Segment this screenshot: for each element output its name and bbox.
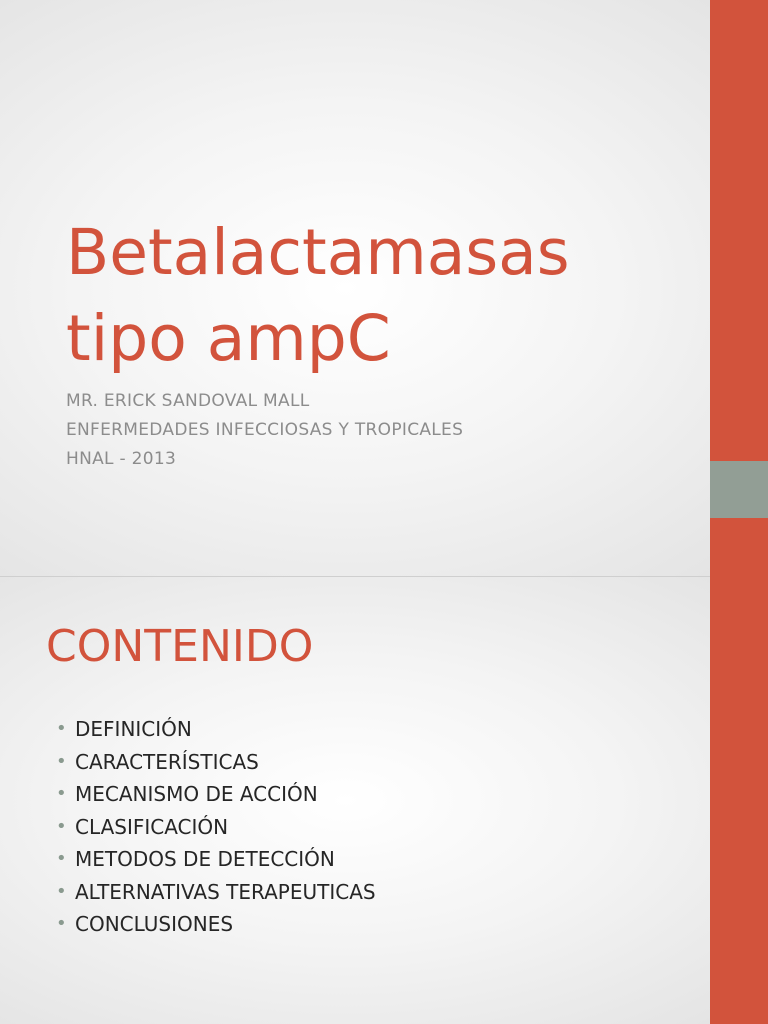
list-item xyxy=(56,908,376,941)
list-item xyxy=(56,713,376,746)
list-item-label: METODOS DE DETECCIÓN xyxy=(75,847,335,871)
slide-title-line: Betalactamasas xyxy=(66,216,570,289)
bullet-icon: • xyxy=(56,815,67,837)
list-item-label: CONCLUSIONES xyxy=(75,912,234,936)
contents-heading: CONTENIDO xyxy=(46,621,314,672)
list-item xyxy=(56,843,376,876)
list-item-label: CARACTERÍSTICAS xyxy=(75,749,259,774)
list-item-label: MECANISMO DE ACCIÓN xyxy=(75,782,318,806)
slide-subtitle xyxy=(66,387,463,474)
bullet-icon: • xyxy=(56,750,67,772)
bullet-icon: • xyxy=(56,880,67,902)
institution-year-line: HNAL - 2013 xyxy=(66,449,177,469)
contents-list xyxy=(56,713,376,941)
bullet-icon: • xyxy=(56,783,67,804)
bullet-icon: • xyxy=(56,848,67,869)
list-item xyxy=(56,746,376,779)
slide-title xyxy=(66,210,696,382)
slide-title-line: tipo ampC xyxy=(66,302,391,375)
list-item xyxy=(56,778,376,811)
list-item-label: DEFINICIÓN xyxy=(75,717,192,741)
bullet-icon: • xyxy=(56,718,67,739)
list-item-label: ALTERNATIVAS TERAPEUTICAS xyxy=(75,879,376,904)
list-item-label: CLASIFICACIÓN xyxy=(75,814,229,839)
accent-side-block xyxy=(710,461,768,518)
list-item xyxy=(56,811,376,844)
bullet-icon: • xyxy=(56,913,67,934)
department-line: ENFERMEDADES INFECCIOSAS Y TROPICALES xyxy=(66,420,464,440)
author-line: MR. ERICK SANDOVAL MALL xyxy=(66,391,310,411)
list-item xyxy=(56,876,376,909)
